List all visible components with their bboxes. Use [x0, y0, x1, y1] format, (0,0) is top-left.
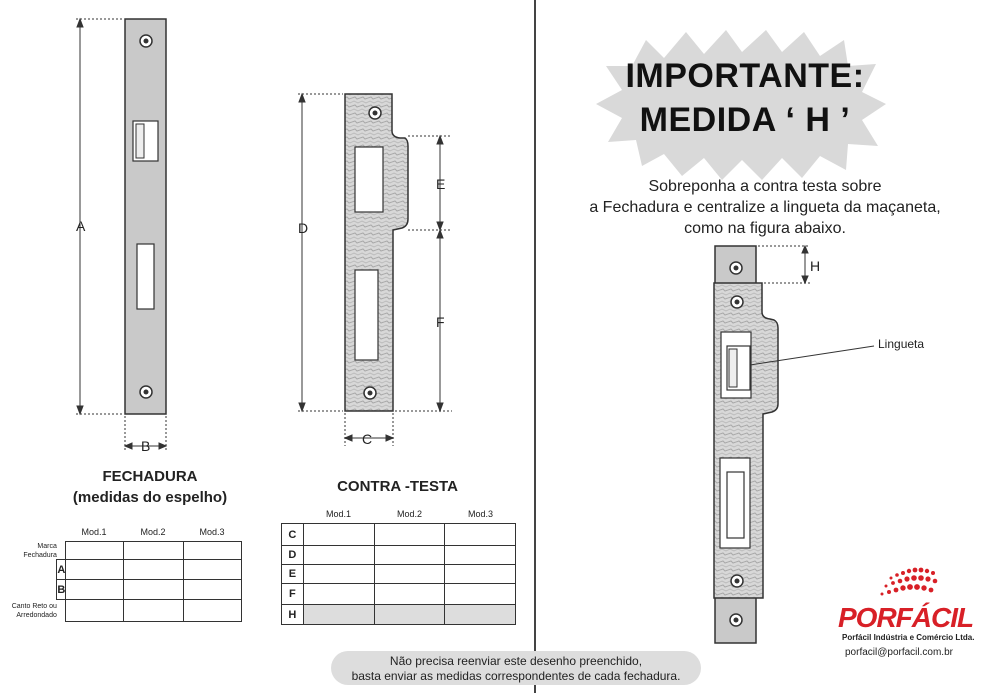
fech-cell-canto-3[interactable]	[184, 600, 242, 622]
ct-cell-e-2[interactable]	[374, 565, 445, 584]
instructions	[545, 176, 985, 239]
fechadura-subheading: (medidas do espelho)	[72, 489, 228, 506]
dim-label-a: A	[76, 218, 86, 234]
ct-col-2: Mod.2	[396, 509, 422, 519]
ct-cell-c-3[interactable]	[445, 524, 516, 546]
note-line-1: Não precisa reenviar este desenho preenchido,	[389, 654, 643, 668]
fech-cell-a-2[interactable]	[124, 560, 184, 580]
instr-line-2: a Fechadura e centralize a lingueta da maçaneta,	[589, 199, 941, 216]
ct-cell-f-3[interactable]	[445, 584, 516, 605]
fech-cell-canto-1[interactable]	[66, 600, 124, 622]
ct-cell-d-3[interactable]	[445, 546, 516, 565]
fech-cell-a-1[interactable]	[66, 560, 124, 580]
ct-cell-h-2[interactable]	[374, 605, 445, 625]
ct-cell-d-1[interactable]	[303, 546, 374, 565]
contra-testa-plate	[345, 94, 408, 411]
ct-cell-h-1[interactable]	[303, 605, 374, 625]
row-marca-label: Marca Fechadura	[23, 542, 57, 559]
dimension-a	[76, 19, 122, 414]
ct-row-c: C	[282, 524, 304, 546]
dim-label-b: B	[141, 438, 151, 454]
ct-row-e: E	[282, 565, 304, 584]
fechadura-plate	[125, 19, 166, 414]
ct-col-3: Mod.3	[467, 509, 493, 519]
fech-row-a: A	[57, 560, 66, 580]
brand-company: Porfácil Indústria e Comércio Ltda.	[842, 633, 975, 642]
ct-cell-h-3[interactable]	[445, 605, 516, 625]
ct-table-header	[303, 509, 516, 523]
ct-cell-f-2[interactable]	[374, 584, 445, 605]
fech-cell-b-3[interactable]	[184, 580, 242, 600]
ct-cell-e-1[interactable]	[303, 565, 374, 584]
brand-logo: PORFÁCIL	[838, 602, 974, 633]
ct-cell-f-1[interactable]	[303, 584, 374, 605]
logo-dots	[881, 568, 938, 596]
fech-row-b: B	[57, 580, 66, 600]
ct-col-1: Mod.1	[325, 509, 351, 519]
fech-cell-b-1[interactable]	[66, 580, 124, 600]
note-line-2: basta enviar as medidas correspondentes de cada fechadura.	[351, 669, 681, 683]
fech-cell-marca-2[interactable]	[124, 542, 184, 560]
fech-cell-canto-2[interactable]	[124, 600, 184, 622]
fech-cell-b-2[interactable]	[124, 580, 184, 600]
ct-row-d: D	[282, 546, 304, 565]
fech-cell-marca-1[interactable]	[66, 542, 124, 560]
headline	[600, 54, 890, 142]
fech-cell-marca-3[interactable]	[184, 542, 242, 560]
ct-cell-d-2[interactable]	[374, 546, 445, 565]
row-canto-label: Canto Reto ou Arredondado	[11, 602, 57, 619]
brand-email[interactable]: porfacil@porfacil.com.br	[845, 647, 953, 658]
ct-cell-e-3[interactable]	[445, 565, 516, 584]
ct-row-h: H	[282, 605, 304, 625]
fechadura-grid	[10, 541, 242, 622]
fechadura-heading: FECHADURA	[102, 468, 198, 485]
dim-label-e: E	[436, 176, 446, 192]
contra-testa-grid	[281, 523, 516, 625]
dim-label-c: C	[362, 431, 373, 447]
instr-line-3: como na figura abaixo.	[684, 220, 846, 237]
fechadura-table	[10, 527, 242, 541]
fechadura-title	[40, 466, 260, 508]
contra-testa-title: CONTRA -TESTA	[337, 478, 458, 495]
ct-cell-c-1[interactable]	[303, 524, 374, 546]
headline-line-2: MEDIDA ‘ H ’	[639, 101, 851, 139]
dim-label-f: F	[436, 314, 445, 330]
dim-label-d: D	[298, 220, 309, 236]
fech-col-2: Mod.2	[140, 527, 166, 537]
instr-line-1: Sobreponha a contra testa sobre	[648, 178, 882, 195]
ct-row-f: F	[282, 584, 304, 605]
fech-cell-a-3[interactable]	[184, 560, 242, 580]
ct-cell-c-2[interactable]	[374, 524, 445, 546]
dimension-h	[758, 246, 810, 283]
dim-label-h: H	[810, 258, 821, 274]
headline-line-1: IMPORTANTE:	[625, 57, 865, 95]
fech-col-3: Mod.3	[199, 527, 225, 537]
dimension-d	[298, 94, 343, 411]
overlay-contra-testa	[714, 283, 778, 598]
lingueta-label: Lingueta	[878, 337, 925, 351]
fech-col-1: Mod.1	[81, 527, 107, 537]
dimension-e	[408, 136, 452, 230]
